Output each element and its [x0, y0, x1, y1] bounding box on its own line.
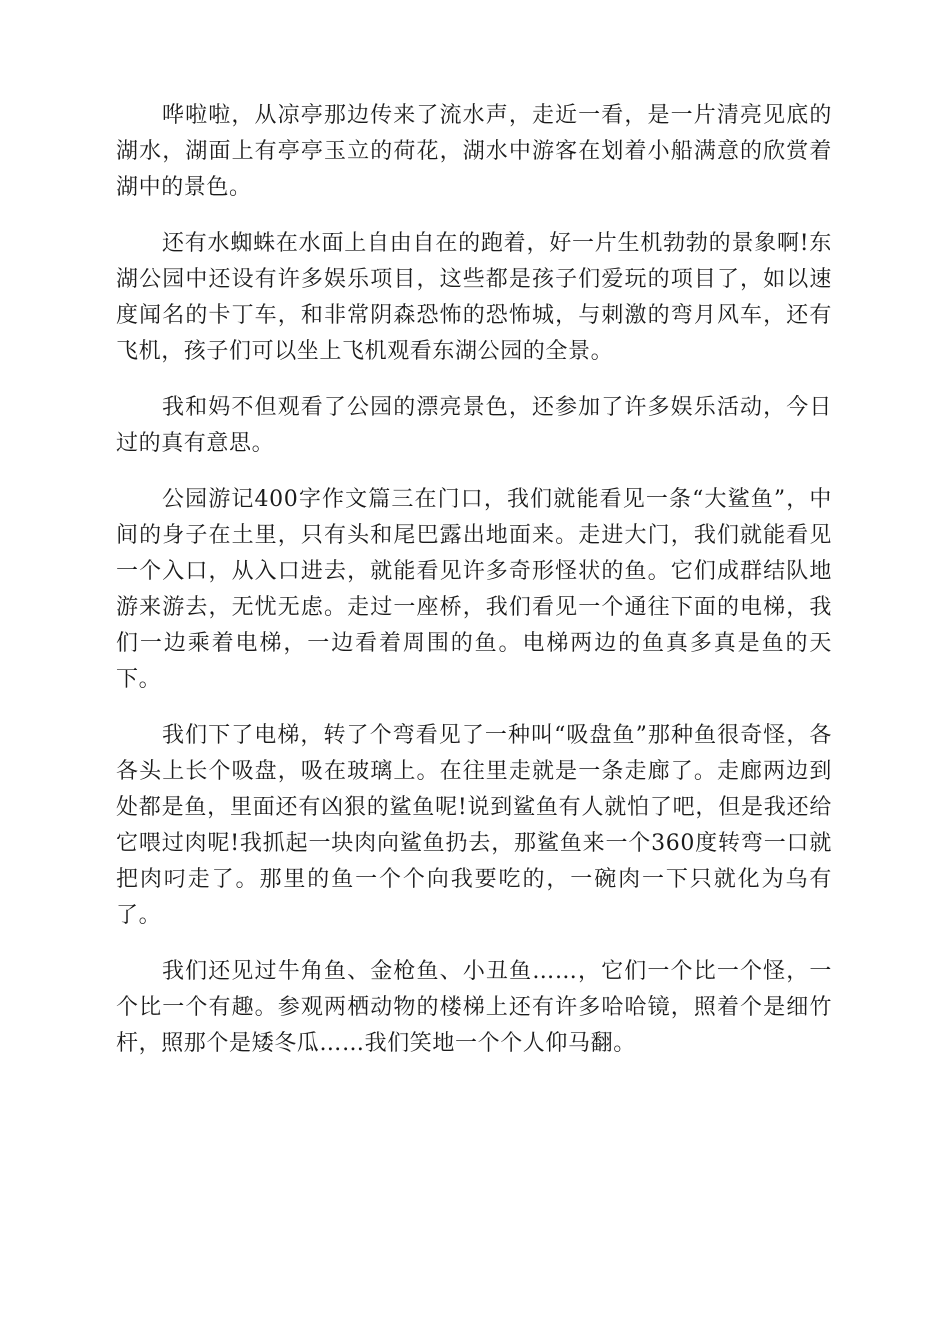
- paragraph-4: 公园游记400字作文篇三在门口，我们就能看见一条“大鲨鱼”，中间的身子在土里，只有头和尾巴露出地面来。走进大门，我们就能看见一个入口，从入口进去，就能看见许多奇形怪状的鱼。它们成群结队地游来游去，无忧无虑。走过一座桥，我们看见一个通往下面的电梯，我们一边乘着电梯，一边看着周围的鱼。电梯两边的鱼真多真是鱼的天下。: [116, 487, 832, 692]
- paragraph-2: 还有水蜘蛛在水面上自由自在的跑着，好一片生机勃勃的景象啊!东湖公园中还设有许多娱乐项目，这些都是孩子们爱玩的项目了，如以速度闻名的卡丁车，和非常阴森恐怖的恐怖城，与刺激的弯月风车，还有飞机，孩子们可以坐上飞机观看东湖公园的全景。: [116, 231, 832, 364]
- document-body: [116, 98, 832, 1082]
- paragraph-1: 哗啦啦，从凉亭那边传来了流水声，走近一看，是一片清亮见底的湖水，湖面上有亭亭玉立的荷花，湖水中游客在划着小船满意的欣赏着湖中的景色。: [116, 103, 832, 200]
- paragraph-6: 我们还见过牛角鱼、金枪鱼、小丑鱼……，它们一个比一个怪，一个比一个有趣。参观两栖动物的楼梯上还有许多哈哈镜，照着个是细竹杆，照那个是矮冬瓜……我们笑地一个个人仰马翻。: [116, 959, 832, 1056]
- paragraph-5: 我们下了电梯，转了个弯看见了一种叫“吸盘鱼”那种鱼很奇怪，各各头上长个吸盘，吸在玻璃上。在往里走就是一条走廊了。走廊两边到处都是鱼，里面还有凶狠的鲨鱼呢!说到鲨鱼有人就怕了吧，但是我还给它喂过肉呢!我抓起一块肉向鲨鱼扔去，那鲨鱼来一个360度转弯一口就把肉叼走了。那里的鱼一个个向我要吃的，一碗肉一下只就化为乌有了。: [116, 723, 832, 928]
- paragraph-3: 我和妈不但观看了公园的漂亮景色，还参加了许多娱乐活动，今日过的真有意思。: [116, 395, 832, 456]
